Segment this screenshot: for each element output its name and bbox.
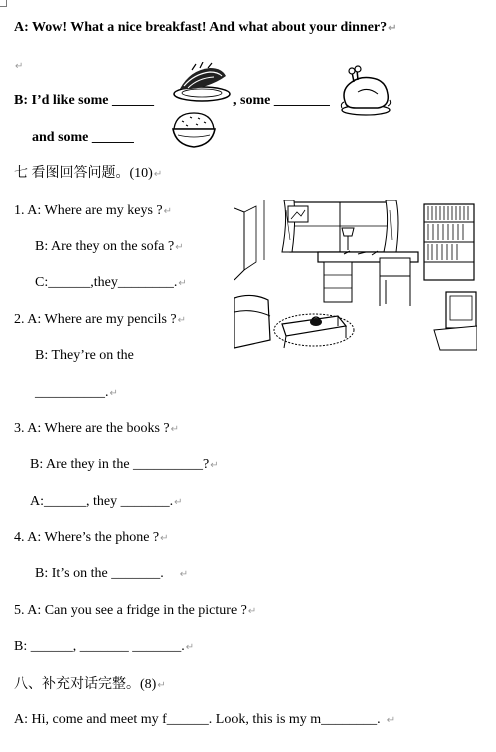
q1-question: 1. A: Where are my keys ?↵: [14, 203, 173, 218]
page-corner-mark: [0, 0, 7, 7]
q2-answer-start: B: They’re on the: [35, 348, 134, 363]
q3-option-b: B: Are they in the __________?↵: [30, 457, 219, 472]
q3-question: 3. A: Where are the books ?↵: [14, 421, 180, 436]
empty-paragraph: ↵: [15, 61, 24, 72]
dialogue-line-a: A: Wow! What a nice breakfast! And what about your dinner?↵: [14, 20, 397, 35]
dialogue-line-c: and some ______: [32, 130, 134, 145]
q4-question: 4. A: Where’s the phone ?↵: [14, 530, 169, 545]
q1-option-b: B: Are they on the sofa ?↵: [35, 239, 184, 254]
section-7-heading: 七 看图回答问题。(10)↵: [14, 166, 163, 181]
rice-bowl-icon: [170, 109, 218, 151]
chicken-icon: [338, 64, 394, 116]
q2-answer-blank: __________.↵: [35, 385, 118, 400]
q3-answer: A:______, they _______.↵: [30, 494, 183, 509]
room-illustration: [234, 200, 477, 356]
dialogue-line-b-mid: , some ________: [233, 93, 330, 108]
fish-plate-icon: [170, 62, 234, 104]
q5-answer: B: ______, _______ _______.↵: [14, 639, 195, 654]
section-8-heading: 八、补充对话完整。(8)↵: [14, 677, 166, 692]
q5-question: 5. A: Can you see a fridge in the picture ?↵: [14, 603, 257, 618]
dialogue-line-b: B: I’d like some ______: [14, 93, 154, 108]
q1-answer: C:______,they________.↵: [35, 275, 187, 290]
q4-answer: B: It’s on the _______. ↵: [35, 566, 189, 581]
section-8-line-a: A: Hi, come and meet my f______. Look, this is my m________. ↵: [14, 712, 396, 727]
q2-question: 2. A: Where are my pencils ?↵: [14, 312, 187, 327]
